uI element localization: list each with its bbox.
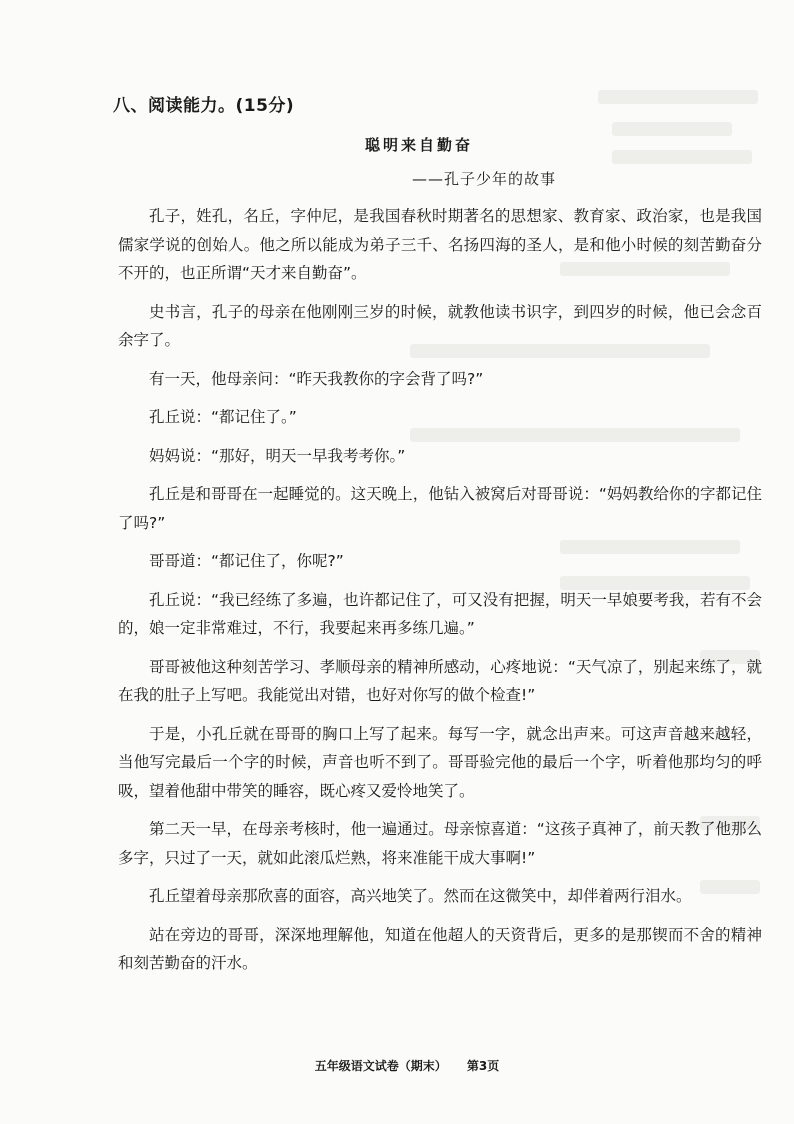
section-heading: 八、阅读能力。(15分): [113, 96, 295, 116]
page-number: 第3页: [466, 1059, 500, 1073]
paragraph: 站在旁边的哥哥，深深地理解他，知道在他超人的天资背后，更多的是那锲而不舍的精神和刻苦勤奋的汗水。: [118, 925, 762, 972]
paragraph: 孔丘说：“我已经练了多遍，也许都记住了，可又没有把握，明天一早娘要考我，若有不会的，娘一定非常难过，不行，我要起来再多练几遍。”: [118, 590, 762, 637]
paragraph: 史书言，孔子的母亲在他刚刚三岁的时候，就教他读书识字，到四岁的时候，他已会念百余字了。: [118, 302, 762, 349]
paragraph: 妈妈说：“那好，明天一早我考考你。”: [149, 446, 406, 465]
paragraph: 孔丘是和哥哥在一起睡觉的。这天晚上，他钻入被窝后对哥哥说：“妈妈教给你的字都记住了吗?”: [118, 485, 762, 532]
paragraph: 第二天一早，在母亲考核时，他一遍通过。母亲惊喜道：“这孩子真神了，前天教了他那么多字，只过了一天，就如此滚瓜烂熟，将来准能干成大事啊!”: [118, 820, 762, 867]
paragraph: 哥哥道：“都记住了，你呢?”: [149, 552, 344, 570]
paragraph: 孔丘望着母亲那欣喜的面容，高兴地笑了。然而在这微笑中，却伴着两行泪水。: [149, 887, 692, 905]
story-title: 聪明来自勤奋: [364, 136, 473, 154]
paragraph: 孔丘说：“都记住了。”: [149, 408, 297, 426]
paragraph: 哥哥被他这种刻苦学习、孝顺母亲的精神所感动，心疼地说：“天气凉了，别起来练了，就在我的肚子上写吧。我能觉出对错，也好对你写的做个检查!”: [118, 657, 762, 704]
paragraph: 有一天，他母亲问：“昨天我教你的字会背了吗?”: [149, 369, 484, 388]
page-footer: [0, 1057, 794, 1074]
bleed-through-mark: [598, 90, 758, 104]
paragraph: 于是，小孔丘就在哥哥的胸口上写了起来。每写一字，就念出声来。可这声音越来越轻，当他写完最后一个字的时候，声音也听不到了。哥哥验完他的最后一个字，听着他那均匀的呼吸，望着他甜中带笑的睡容，既心疼又爱怜地笑了。: [118, 724, 762, 800]
story-body: [118, 202, 762, 988]
paragraph: 孔子，姓孔，名丘，字仲尼，是我国春秋时期著名的思想家、教育家、政治家，也是我国儒家学说的创始人。他之所以能成为弟子三千、名扬四海的圣人，是和他小时候的刻苦勤奋分不开的，也正所谓“天才来自勤奋”。: [118, 207, 762, 282]
story-subtitle: ——孔子少年的故事: [412, 170, 557, 188]
exam-name: 五年级语文试卷（期末）: [314, 1059, 447, 1073]
